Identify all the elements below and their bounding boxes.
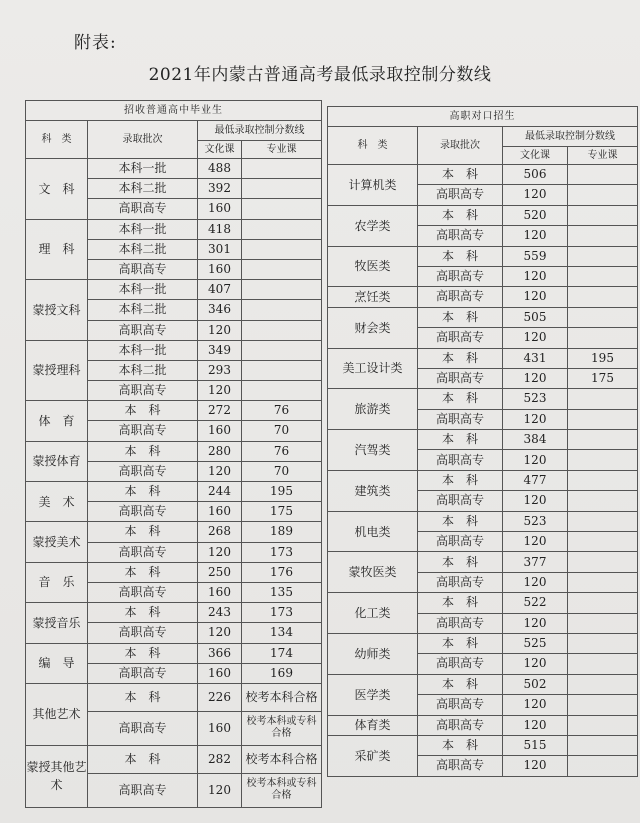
table-row [26,562,322,582]
right-major-header: 专业课 [568,147,638,165]
batch-cell: 本 科 [418,552,503,572]
batch-cell: 本科一批 [88,159,198,179]
table-row [26,159,322,179]
culture-score-cell: 160 [198,582,242,602]
category-cell: 采矿类 [328,735,418,776]
major-score-cell [568,633,638,653]
category-cell: 理 科 [26,219,88,280]
batch-cell: 高职高专 [88,461,198,481]
category-cell: 蒙授理科 [26,340,88,401]
batch-cell: 高职高专 [418,756,503,776]
table-row [328,287,638,307]
table-row [328,511,638,531]
culture-score-cell: 120 [503,226,568,246]
major-score-cell [568,287,638,307]
batch-cell: 本 科 [418,511,503,531]
culture-score-cell: 120 [503,491,568,511]
culture-score-cell: 384 [503,430,568,450]
batch-cell: 高职高专 [418,491,503,511]
culture-score-cell: 120 [503,695,568,715]
major-score-cell [568,430,638,450]
left-section-title: 招收普通高中毕业生 [26,101,322,121]
culture-score-cell: 407 [198,280,242,300]
major-score-cell [568,593,638,613]
table-row [328,715,638,735]
batch-cell: 本 科 [88,482,198,502]
batch-cell: 本科二批 [88,179,198,199]
batch-cell: 本 科 [418,735,503,755]
culture-score-cell: 160 [198,711,242,745]
major-score-cell: 175 [568,368,638,388]
batch-cell: 高职高专 [418,266,503,286]
right-section-title: 高职对口招生 [328,107,638,127]
major-score-cell [568,613,638,633]
culture-score-cell: 520 [503,205,568,225]
major-score-cell: 176 [242,562,322,582]
culture-score-cell: 280 [198,441,242,461]
table-row [328,674,638,694]
major-score-cell [568,409,638,429]
major-score-cell [568,205,638,225]
batch-cell: 本 科 [418,307,503,327]
major-score-cell [568,328,638,348]
major-score-cell [568,185,638,205]
batch-cell: 高职高专 [418,654,503,674]
major-score-cell: 校考本科合格 [242,683,322,711]
major-score-cell [568,470,638,490]
right-score-group-header: 最低录取控制分数线 [503,127,638,147]
culture-score-cell: 120 [503,572,568,592]
major-score-cell [568,491,638,511]
culture-score-cell: 160 [198,502,242,522]
category-cell: 汽驾类 [328,430,418,471]
attachment-label: 附表: [74,33,117,53]
category-cell: 牧医类 [328,246,418,287]
major-score-cell: 76 [242,401,322,421]
major-score-cell [568,695,638,715]
table-row [328,470,638,490]
table-row [26,280,322,300]
culture-score-cell: 488 [198,159,242,179]
culture-score-cell: 525 [503,633,568,653]
batch-cell: 本 科 [88,441,198,461]
category-cell: 其他艺术 [26,683,88,745]
major-score-cell: 70 [242,461,322,481]
left-score-table [25,100,322,808]
major-score-cell: 174 [242,643,322,663]
major-score-cell [568,552,638,572]
culture-score-cell: 243 [198,603,242,623]
right-culture-header: 文化课 [503,147,568,165]
major-score-cell [568,246,638,266]
batch-cell: 本 科 [418,430,503,450]
category-cell: 烹饪类 [328,287,418,307]
culture-score-cell: 377 [503,552,568,572]
category-cell: 建筑类 [328,470,418,511]
batch-cell: 本 科 [88,643,198,663]
batch-cell: 本 科 [418,633,503,653]
major-score-cell [568,654,638,674]
table-row [328,246,638,266]
batch-cell: 高职高专 [418,532,503,552]
culture-score-cell: 120 [503,613,568,633]
table-row [328,735,638,755]
left-score-group-header: 最低录取控制分数线 [198,121,322,141]
culture-score-cell: 523 [503,389,568,409]
culture-score-cell: 244 [198,482,242,502]
major-score-cell [568,756,638,776]
culture-score-cell: 120 [198,542,242,562]
category-cell: 幼师类 [328,633,418,674]
culture-score-cell: 120 [198,320,242,340]
culture-score-cell: 418 [198,219,242,239]
major-score-cell: 校考本科或专科合格 [242,711,322,745]
batch-cell: 本 科 [418,165,503,185]
batch-cell: 高职高专 [418,613,503,633]
culture-score-cell: 120 [503,715,568,735]
culture-score-cell: 505 [503,307,568,327]
category-cell: 音 乐 [26,562,88,602]
major-score-cell [568,307,638,327]
culture-score-cell: 120 [198,461,242,481]
major-score-cell: 173 [242,542,322,562]
category-cell: 机电类 [328,511,418,552]
batch-cell: 高职高专 [418,695,503,715]
batch-cell: 高职高专 [418,409,503,429]
batch-cell: 本 科 [418,389,503,409]
batch-cell: 本科一批 [88,219,198,239]
major-score-cell [568,715,638,735]
culture-score-cell: 502 [503,674,568,694]
major-score-cell [242,320,322,340]
batch-cell: 本 科 [418,348,503,368]
culture-score-cell: 226 [198,683,242,711]
category-cell: 美 术 [26,482,88,522]
category-cell: 蒙授体育 [26,441,88,481]
category-cell: 蒙授文科 [26,280,88,341]
culture-score-cell: 392 [198,179,242,199]
major-score-cell: 189 [242,522,322,542]
table-row [26,522,322,542]
major-score-cell [568,389,638,409]
batch-cell: 高职高专 [88,663,198,683]
culture-score-cell: 250 [198,562,242,582]
culture-score-cell: 120 [503,185,568,205]
major-score-cell [568,450,638,470]
batch-cell: 高职高专 [88,773,198,807]
batch-cell: 本 科 [418,246,503,266]
major-score-cell: 195 [568,348,638,368]
culture-score-cell: 120 [503,532,568,552]
culture-score-cell: 120 [503,654,568,674]
category-cell: 医学类 [328,674,418,715]
culture-score-cell: 506 [503,165,568,185]
table-row [26,683,322,711]
major-score-cell [568,165,638,185]
batch-cell: 本科一批 [88,340,198,360]
category-cell: 化工类 [328,593,418,634]
major-score-cell [568,735,638,755]
major-score-cell [568,532,638,552]
culture-score-cell: 120 [503,409,568,429]
batch-cell: 高职高专 [418,450,503,470]
category-cell: 美工设计类 [328,348,418,389]
culture-score-cell: 346 [198,300,242,320]
major-score-cell: 校考本科合格 [242,745,322,773]
table-row [328,348,638,368]
left-major-header: 专业课 [242,141,322,159]
major-score-cell [568,572,638,592]
table-row [328,389,638,409]
batch-cell: 高职高专 [88,320,198,340]
table-row [328,205,638,225]
table-row [26,482,322,502]
batch-cell: 本 科 [88,745,198,773]
left-culture-header: 文化课 [198,141,242,159]
batch-cell: 本 科 [88,401,198,421]
culture-score-cell: 349 [198,340,242,360]
major-score-cell [568,674,638,694]
page-title: 2021年内蒙古普通高考最低录取控制分数线 [148,65,492,85]
batch-cell: 高职高专 [88,259,198,279]
major-score-cell [568,266,638,286]
major-score-cell [242,199,322,219]
culture-score-cell: 160 [198,663,242,683]
culture-score-cell: 120 [503,287,568,307]
table-row [328,552,638,572]
culture-score-cell: 522 [503,593,568,613]
major-score-cell: 195 [242,482,322,502]
batch-cell: 高职高专 [88,381,198,401]
table-row [328,307,638,327]
table-row [26,219,322,239]
major-score-cell: 134 [242,623,322,643]
culture-score-cell: 120 [503,756,568,776]
right-score-table [327,106,638,777]
major-score-cell: 175 [242,502,322,522]
category-cell: 蒙授美术 [26,522,88,562]
batch-cell: 本科二批 [88,300,198,320]
batch-cell: 高职高专 [88,199,198,219]
batch-cell: 高职高专 [418,715,503,735]
batch-cell: 本 科 [88,562,198,582]
category-cell: 体 育 [26,401,88,441]
culture-score-cell: 120 [503,328,568,348]
batch-cell: 高职高专 [88,421,198,441]
culture-score-cell: 515 [503,735,568,755]
major-score-cell: 169 [242,663,322,683]
culture-score-cell: 160 [198,421,242,441]
batch-cell: 高职高专 [88,711,198,745]
culture-score-cell: 160 [198,259,242,279]
batch-cell: 高职高专 [418,185,503,205]
batch-cell: 高职高专 [418,572,503,592]
category-cell: 旅游类 [328,389,418,430]
batch-cell: 本 科 [418,593,503,613]
table-row [26,603,322,623]
category-cell: 蒙授音乐 [26,603,88,643]
major-score-cell [568,226,638,246]
batch-cell: 本科二批 [88,360,198,380]
culture-score-cell: 559 [503,246,568,266]
table-row [26,401,322,421]
culture-score-cell: 477 [503,470,568,490]
batch-cell: 本 科 [418,674,503,694]
batch-cell: 本 科 [418,205,503,225]
major-score-cell [242,360,322,380]
table-row [26,441,322,461]
major-score-cell [242,219,322,239]
culture-score-cell: 120 [503,450,568,470]
major-score-cell [242,259,322,279]
category-cell: 农学类 [328,205,418,246]
batch-cell: 本 科 [418,470,503,490]
major-score-cell: 173 [242,603,322,623]
category-cell: 体育类 [328,715,418,735]
category-cell: 编 导 [26,643,88,683]
culture-score-cell: 282 [198,745,242,773]
category-cell: 蒙牧医类 [328,552,418,593]
culture-score-cell: 272 [198,401,242,421]
culture-score-cell: 160 [198,199,242,219]
culture-score-cell: 120 [198,773,242,807]
category-cell: 蒙授其他艺术 [26,745,88,807]
culture-score-cell: 120 [503,266,568,286]
culture-score-cell: 120 [198,623,242,643]
table-row [328,165,638,185]
batch-cell: 高职高专 [88,582,198,602]
batch-cell: 高职高专 [418,287,503,307]
left-category-header: 科 类 [26,121,88,159]
left-batch-header: 录取批次 [88,121,198,159]
culture-score-cell: 268 [198,522,242,542]
table-row [328,593,638,613]
major-score-cell [242,300,322,320]
major-score-cell [242,159,322,179]
major-score-cell: 135 [242,582,322,602]
batch-cell: 本科二批 [88,239,198,259]
batch-cell: 高职高专 [88,542,198,562]
table-row [328,430,638,450]
category-cell: 财会类 [328,307,418,348]
major-score-cell [568,511,638,531]
table-row [26,643,322,663]
major-score-cell [242,179,322,199]
batch-cell: 本科一批 [88,280,198,300]
major-score-cell [242,381,322,401]
batch-cell: 高职高专 [418,368,503,388]
right-batch-header: 录取批次 [418,127,503,165]
culture-score-cell: 366 [198,643,242,663]
batch-cell: 本 科 [88,683,198,711]
batch-cell: 本 科 [88,603,198,623]
table-row [26,340,322,360]
batch-cell: 高职高专 [88,623,198,643]
culture-score-cell: 301 [198,239,242,259]
major-score-cell [242,340,322,360]
batch-cell: 本 科 [88,522,198,542]
batch-cell: 高职高专 [88,502,198,522]
major-score-cell: 76 [242,441,322,461]
culture-score-cell: 293 [198,360,242,380]
culture-score-cell: 523 [503,511,568,531]
table-row [328,633,638,653]
culture-score-cell: 431 [503,348,568,368]
category-cell: 文 科 [26,159,88,220]
table-row [26,745,322,773]
major-score-cell: 校考本科或专科合格 [242,773,322,807]
category-cell: 计算机类 [328,165,418,206]
culture-score-cell: 120 [503,368,568,388]
major-score-cell [242,239,322,259]
batch-cell: 高职高专 [418,328,503,348]
major-score-cell [242,280,322,300]
culture-score-cell: 120 [198,381,242,401]
right-category-header: 科 类 [328,127,418,165]
major-score-cell: 70 [242,421,322,441]
batch-cell: 高职高专 [418,226,503,246]
